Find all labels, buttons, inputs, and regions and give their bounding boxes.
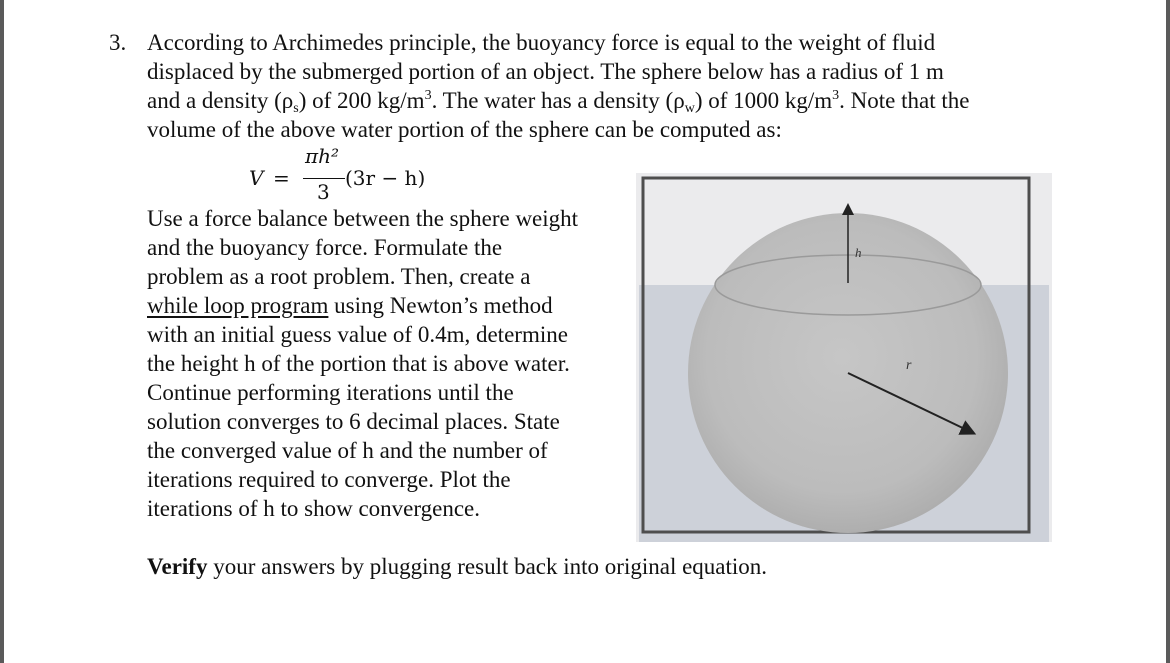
sphere-figure-svg — [636, 173, 1052, 542]
subscript-s: s — [293, 101, 299, 116]
volume-formula — [245, 142, 465, 212]
sphere-figure — [636, 173, 1052, 542]
verify-line — [147, 552, 767, 581]
label-h: h — [855, 245, 862, 260]
left-page-border — [0, 0, 4, 663]
text-seg: . Note that the — [839, 88, 970, 113]
instruction-line-5: with an initial guess value of 0.4m, determine — [147, 322, 568, 347]
text-seg: and a density (ρ — [147, 88, 294, 113]
underlined-phrase: while loop program — [147, 293, 329, 318]
problem-text-line-4: volume of the above water portion of the sphere can be computed as: — [147, 117, 782, 142]
formula-denominator: 3 — [317, 180, 330, 204]
label-r: r — [906, 358, 912, 373]
instruction-line-1: Use a force balance between the sphere weight — [147, 206, 579, 231]
problem-number: 3. — [109, 30, 127, 55]
instruction-line-7: Continue performing iterations until the — [147, 380, 514, 405]
text-seg: using Newton’s method — [328, 293, 553, 318]
instruction-line-2: and the buoyancy force. Formulate the — [147, 235, 503, 260]
text-seg: . The water has a density (ρ — [431, 88, 685, 113]
verify-rest: your answers by plugging result back into original equation. — [207, 554, 768, 579]
instruction-line-4 — [147, 291, 553, 320]
instruction-line-9: the converged value of h and the number of — [147, 438, 548, 463]
subscript-w: w — [684, 101, 695, 116]
formula-lhs: V — [249, 166, 264, 190]
fraction-bar — [303, 178, 345, 179]
instruction-line-6: the height h of the portion that is above water. — [147, 351, 570, 376]
text-seg: ) of 1000 kg/m — [694, 88, 833, 113]
right-page-border — [1166, 0, 1170, 663]
problem-text-line-2: displaced by the submerged portion of an object. The sphere below has a radius of 1 m — [147, 59, 944, 84]
superscript-3: 3 — [424, 88, 432, 103]
formula-equals: = — [273, 166, 290, 190]
instruction-line-3: problem as a root problem. Then, create a — [147, 264, 531, 289]
formula-rest: (3r − h) — [345, 166, 426, 190]
instruction-line-8: solution converges to 6 decimal places. State — [147, 409, 560, 434]
instruction-line-11: iterations of h to show convergence. — [147, 496, 480, 521]
formula-numerator: πh² — [305, 144, 340, 168]
text-seg: ) of 200 kg/m — [298, 88, 425, 113]
verify-bold: Verify — [147, 554, 208, 579]
superscript-3: 3 — [832, 88, 840, 103]
instruction-line-10: iterations required to converge. Plot the — [147, 467, 511, 492]
problem-text-line-1: According to Archimedes principle, the buoyancy force is equal to the weight of fluid — [147, 30, 936, 55]
